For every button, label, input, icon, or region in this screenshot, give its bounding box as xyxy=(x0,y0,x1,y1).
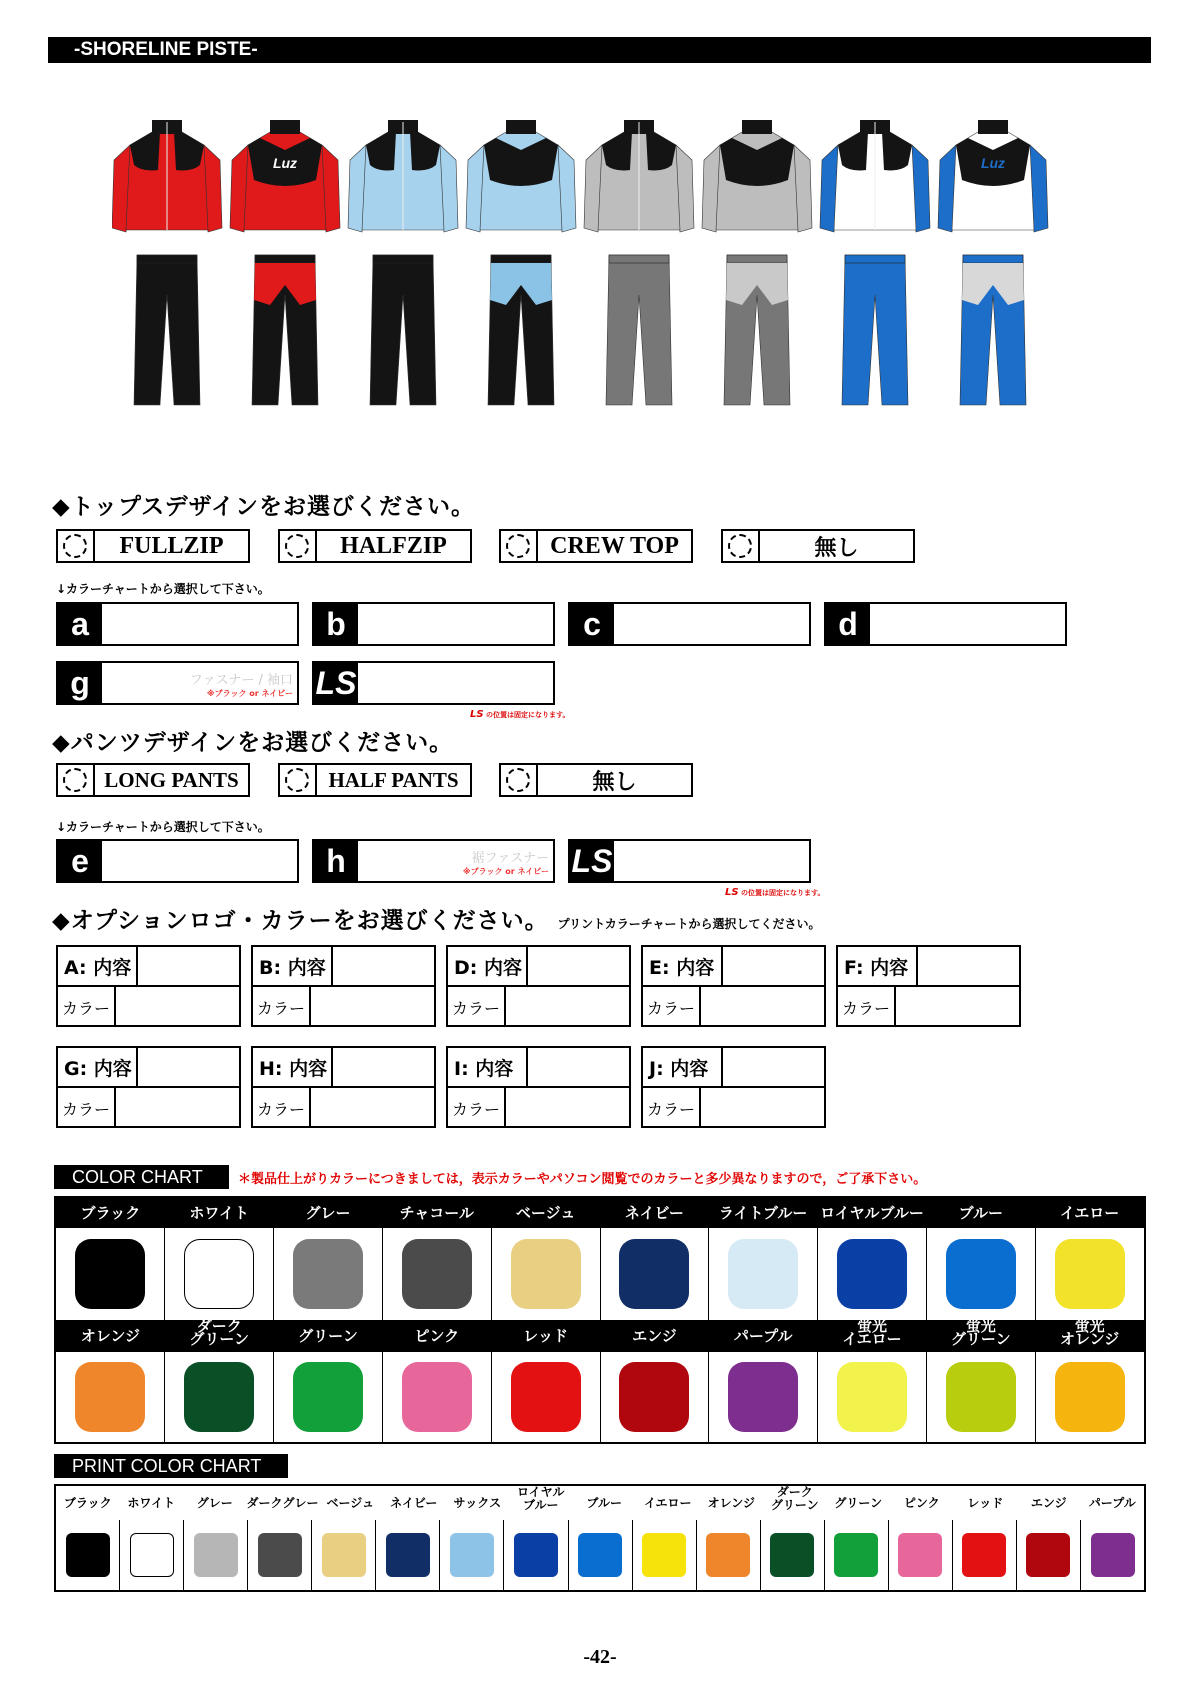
color-row xyxy=(448,987,629,1027)
logo-option-d[interactable] xyxy=(446,945,631,1027)
color-swatch xyxy=(402,1362,472,1432)
color-label: カラー xyxy=(643,987,701,1027)
swatch-cell[interactable] xyxy=(601,1228,710,1320)
color-row xyxy=(58,1088,239,1128)
color-name: パープル xyxy=(1088,1496,1136,1510)
pants-body xyxy=(370,255,436,405)
pants-waistband xyxy=(609,255,669,263)
color-slot-d[interactable] xyxy=(824,602,1067,646)
swatch-cell[interactable] xyxy=(1036,1352,1144,1442)
content-row xyxy=(643,1048,824,1088)
color-row xyxy=(643,1088,824,1128)
back-script-text: Luz xyxy=(744,155,770,171)
content-input[interactable] xyxy=(528,1048,629,1086)
slot-letter: c xyxy=(570,604,614,644)
back-script-text: Luz xyxy=(272,155,298,171)
content-label: I: 内容 xyxy=(448,1048,528,1086)
pants-waistband xyxy=(255,255,315,263)
pants-waistband xyxy=(373,255,433,263)
hem-zipper-placeholder: 裾ファスナー xyxy=(471,851,549,866)
color-name: レッド xyxy=(967,1496,1004,1510)
page-number: -42- xyxy=(583,1646,617,1668)
radio-circle-icon[interactable] xyxy=(506,534,530,558)
color-slot-b[interactable] xyxy=(312,602,555,646)
color-chart-swatch-row-2 xyxy=(56,1352,1144,1442)
color-slot-c[interactable] xyxy=(568,602,811,646)
color-name: 蛍光 グリーン xyxy=(950,1317,1011,1348)
radio-circle-icon[interactable] xyxy=(285,534,309,558)
swatch-cell[interactable] xyxy=(492,1352,601,1442)
swatch-cell[interactable] xyxy=(709,1228,818,1320)
color-swatch xyxy=(578,1533,622,1577)
content-row xyxy=(838,947,1019,987)
content-row xyxy=(253,1048,434,1088)
swatch-cell[interactable] xyxy=(927,1228,1036,1320)
color-swatch xyxy=(1026,1533,1070,1577)
color-name: ベージュ xyxy=(326,1496,375,1510)
swatch-cell[interactable] xyxy=(825,1520,889,1590)
radio-circle-icon[interactable] xyxy=(506,768,530,792)
color-name: イエロー xyxy=(1059,1204,1120,1222)
logo-color-slot-pants[interactable] xyxy=(568,839,811,883)
jacket-collar xyxy=(270,120,300,134)
color-name: ピンク xyxy=(903,1496,940,1510)
slot-letter: e xyxy=(58,841,102,881)
content-input[interactable] xyxy=(138,947,239,985)
color-name: ベージュ xyxy=(515,1204,576,1222)
back-script-text: Luz xyxy=(508,155,534,171)
color-label: カラー xyxy=(448,1088,506,1128)
section-title-bar xyxy=(48,37,1151,63)
content-input[interactable] xyxy=(528,947,629,985)
pants-body xyxy=(842,255,908,405)
swatch-cell[interactable] xyxy=(165,1352,274,1442)
color-swatch xyxy=(946,1362,1016,1432)
content-row xyxy=(253,947,434,987)
content-row xyxy=(643,947,824,987)
color-input[interactable] xyxy=(116,987,239,1027)
tops-logo-fixed-text: の位置は固定になります。 xyxy=(486,711,570,719)
garment-red-back xyxy=(230,120,340,405)
color-row xyxy=(643,987,824,1027)
garment-blue-back xyxy=(938,120,1048,405)
color-swatch xyxy=(322,1533,366,1577)
pants-logo-fixed-note xyxy=(725,887,824,898)
logo-option-b[interactable] xyxy=(251,945,436,1027)
color-label: カラー xyxy=(838,987,896,1027)
swatch-cell[interactable] xyxy=(1081,1520,1144,1590)
pants-waistband xyxy=(137,255,197,263)
color-row xyxy=(838,987,1019,1027)
pants-body xyxy=(606,255,672,405)
color-label: カラー xyxy=(58,987,116,1027)
content-input[interactable] xyxy=(723,947,824,985)
color-chart xyxy=(54,1196,1146,1444)
color-input[interactable] xyxy=(506,987,629,1027)
content-label: H: 内容 xyxy=(253,1048,333,1086)
color-swatch xyxy=(946,1239,1016,1309)
option-long-pants[interactable] xyxy=(56,763,250,797)
section-title: -SHORELINE PISTE- xyxy=(74,39,258,60)
color-swatch xyxy=(706,1533,750,1577)
content-label: B: 内容 xyxy=(253,947,333,985)
color-input[interactable] xyxy=(896,987,1019,1027)
print-chart-label: PRINT COLOR CHART xyxy=(54,1454,288,1478)
garment-illustrations xyxy=(112,120,1112,440)
print-color-chart xyxy=(54,1484,1146,1592)
garment-red-front xyxy=(112,120,222,405)
swatch-cell[interactable] xyxy=(818,1352,927,1442)
color-swatch xyxy=(66,1533,110,1577)
swatch-cell[interactable] xyxy=(761,1520,825,1590)
logo-option-g[interactable] xyxy=(56,1046,241,1128)
color-name: オレンジ xyxy=(707,1496,755,1510)
garment-grey-back xyxy=(702,120,812,405)
swatch-cell[interactable] xyxy=(569,1520,633,1590)
swatch-cell[interactable] xyxy=(440,1520,504,1590)
color-swatch xyxy=(184,1362,254,1432)
color-name: ライトブルー xyxy=(718,1204,808,1222)
swatch-cell[interactable] xyxy=(56,1520,120,1590)
options-heading-text: ◆オプションロゴ・カラーをお選びください。 xyxy=(52,908,549,934)
color-swatch xyxy=(511,1362,581,1432)
garment-sky-front xyxy=(348,120,458,405)
option-none-tops[interactable] xyxy=(721,529,915,563)
color-swatch xyxy=(402,1239,472,1309)
content-row xyxy=(448,1048,629,1088)
color-swatch xyxy=(450,1533,494,1577)
option-label: CREW TOP xyxy=(550,532,679,559)
swatch-cell[interactable] xyxy=(376,1520,440,1590)
color-swatch xyxy=(386,1533,430,1577)
color-chart-note: ＊製品仕上がりカラーにつきましては，表示カラーやパソコン閲覧でのカラーと多少異なりますので，ご了承下さい。 xyxy=(238,1172,927,1187)
tops-heading: ◆トップスデザインをお選びください。 xyxy=(52,494,476,520)
jacket-collar xyxy=(506,120,536,134)
color-swatch xyxy=(898,1533,942,1577)
color-name: レッド xyxy=(523,1327,569,1345)
color-input[interactable] xyxy=(701,987,824,1027)
content-input[interactable] xyxy=(138,1048,239,1086)
option-halfzip[interactable] xyxy=(278,529,472,563)
option-label: HALF PANTS xyxy=(328,767,459,792)
radio-circle-icon[interactable] xyxy=(728,534,752,558)
color-name: ブルー xyxy=(586,1496,623,1510)
logo-color-slot-tops[interactable] xyxy=(312,661,555,705)
logo-option-j[interactable] xyxy=(641,1046,826,1128)
color-swatch xyxy=(184,1239,254,1309)
color-swatch xyxy=(728,1362,798,1432)
option-half-pants[interactable] xyxy=(278,763,472,797)
color-name: ピンク xyxy=(414,1327,460,1345)
back-script-text: Luz xyxy=(980,155,1006,171)
content-input[interactable] xyxy=(333,1048,434,1086)
content-input[interactable] xyxy=(333,947,434,985)
color-name: ダークグレー xyxy=(246,1496,319,1510)
swatch-cell[interactable] xyxy=(165,1228,274,1320)
pants-body xyxy=(134,255,200,405)
color-name: ブルー xyxy=(958,1204,1003,1222)
tops-logo-fixed-note xyxy=(470,709,569,720)
color-swatch xyxy=(962,1533,1006,1577)
color-swatch xyxy=(770,1533,814,1577)
slot-letter: d xyxy=(826,604,870,644)
pants-waistband xyxy=(845,255,905,263)
ls-logo-icon: LS xyxy=(470,709,484,720)
ls-logo-icon: LS xyxy=(314,663,358,703)
color-swatch xyxy=(1055,1239,1125,1309)
content-row xyxy=(58,1048,239,1088)
tops-color-note: ↓カラーチャートから選択して下さい。 xyxy=(56,582,270,596)
color-name: ネイビー xyxy=(624,1204,684,1222)
swatch-cell[interactable] xyxy=(248,1520,312,1590)
content-label: A: 内容 xyxy=(58,947,138,985)
swatch-cell[interactable] xyxy=(504,1520,568,1590)
color-swatch xyxy=(837,1239,907,1309)
color-name: ブラック xyxy=(80,1204,141,1222)
color-input[interactable] xyxy=(701,1088,824,1128)
content-label: J: 内容 xyxy=(643,1048,723,1086)
color-chart-swatch-row-1 xyxy=(56,1228,1144,1320)
pants-waistband xyxy=(963,255,1023,263)
color-input[interactable] xyxy=(116,1088,239,1128)
logo-option-i[interactable] xyxy=(446,1046,631,1128)
color-swatch xyxy=(1091,1533,1135,1577)
color-name: ホワイト xyxy=(189,1204,249,1222)
color-label: カラー xyxy=(58,1088,116,1128)
swatch-cell[interactable] xyxy=(889,1520,953,1590)
swatch-cell[interactable] xyxy=(927,1352,1036,1442)
color-row xyxy=(253,987,434,1027)
black-or-navy-note: ※ブラック or ネイビー xyxy=(206,689,293,698)
option-label: FULLZIP xyxy=(119,532,224,559)
print-chart-swatch-row xyxy=(56,1520,1144,1590)
color-swatch xyxy=(642,1533,686,1577)
color-name: ダーク グリーン xyxy=(189,1317,250,1348)
color-name: ブラック xyxy=(63,1496,112,1510)
jacket-collar xyxy=(978,120,1008,134)
color-name: ロイヤル ブルー xyxy=(517,1485,565,1512)
color-label: カラー xyxy=(448,987,506,1027)
content-label: E: 内容 xyxy=(643,947,723,985)
color-name: グレー xyxy=(305,1204,351,1222)
logo-option-row-2 xyxy=(56,1046,1156,1136)
garment-grey-front xyxy=(584,120,694,405)
pants-waistband xyxy=(491,255,551,263)
color-swatch xyxy=(619,1239,689,1309)
color-label: カラー xyxy=(253,987,311,1027)
color-label: カラー xyxy=(643,1088,701,1128)
pants-logo-fixed-text: の位置は固定になります。 xyxy=(741,889,825,897)
garment-sky-back xyxy=(466,120,576,405)
ls-logo-icon: LS xyxy=(725,887,739,898)
swatch-cell[interactable] xyxy=(274,1228,383,1320)
content-input[interactable] xyxy=(723,1048,824,1086)
swatch-cell[interactable] xyxy=(953,1520,1017,1590)
color-name: パープル xyxy=(733,1327,793,1345)
swatch-cell[interactable] xyxy=(312,1520,376,1590)
swatch-cell[interactable] xyxy=(601,1352,710,1442)
color-row xyxy=(58,987,239,1027)
color-swatch xyxy=(130,1533,174,1577)
content-label: F: 内容 xyxy=(838,947,918,985)
color-name: ホワイト xyxy=(127,1496,176,1510)
color-name: グリーン xyxy=(834,1496,883,1510)
swatch-cell[interactable] xyxy=(697,1520,761,1590)
option-none-pants[interactable] xyxy=(499,763,693,797)
color-name: エンジ xyxy=(632,1327,677,1345)
color-chart-label: COLOR CHART xyxy=(54,1165,229,1189)
color-chart-header-row-2 xyxy=(56,1317,1144,1352)
content-label: D: 内容 xyxy=(448,947,528,985)
option-crew-top[interactable] xyxy=(499,529,693,563)
color-swatch xyxy=(1055,1362,1125,1432)
color-name: ダーク グリーン xyxy=(770,1485,819,1512)
option-label: 無し xyxy=(814,535,859,561)
color-swatch xyxy=(258,1533,302,1577)
swatch-cell[interactable] xyxy=(56,1228,165,1320)
content-row xyxy=(448,947,629,987)
color-label: カラー xyxy=(253,1088,311,1128)
option-label: HALFZIP xyxy=(340,532,447,559)
option-label: LONG PANTS xyxy=(104,767,239,792)
color-slot-e[interactable] xyxy=(56,839,299,883)
logo-option-a[interactable] xyxy=(56,945,241,1027)
color-name: グレー xyxy=(196,1496,233,1510)
color-swatch xyxy=(75,1239,145,1309)
slot-letter: b xyxy=(314,604,358,644)
color-slot-a[interactable] xyxy=(56,602,299,646)
logo-option-row-1 xyxy=(56,945,1156,1035)
radio-circle-icon[interactable] xyxy=(285,768,309,792)
swatch-cell[interactable] xyxy=(184,1520,248,1590)
content-label: G: 内容 xyxy=(58,1048,138,1086)
color-name: グリーン xyxy=(298,1327,358,1345)
radio-circle-icon[interactable] xyxy=(63,534,87,558)
color-chart-header-row-1 xyxy=(56,1198,1144,1228)
swatch-cell[interactable] xyxy=(1036,1228,1144,1320)
swatch-cell[interactable] xyxy=(1017,1520,1081,1590)
color-name: ロイヤルブルー xyxy=(820,1204,924,1222)
content-input[interactable] xyxy=(918,947,1019,985)
color-swatch xyxy=(837,1362,907,1432)
color-name: エンジ xyxy=(1030,1496,1067,1510)
color-swatch xyxy=(834,1533,878,1577)
swatch-cell[interactable] xyxy=(383,1228,492,1320)
swatch-cell[interactable] xyxy=(709,1352,818,1442)
garment-blue-front xyxy=(820,120,930,405)
logo-option-f[interactable] xyxy=(836,945,1021,1027)
zipper-cuff-placeholder: ファスナー / 袖口 xyxy=(189,673,293,688)
swatch-cell[interactable] xyxy=(274,1352,383,1442)
color-row xyxy=(448,1088,629,1128)
color-input[interactable] xyxy=(311,1088,434,1128)
content-row xyxy=(58,947,239,987)
color-name: サックス xyxy=(453,1496,502,1510)
pants-waistband xyxy=(727,255,787,263)
color-name: ネイビー xyxy=(390,1496,438,1510)
swatch-cell[interactable] xyxy=(56,1352,165,1442)
color-input[interactable] xyxy=(311,987,434,1027)
slot-letter: a xyxy=(58,604,102,644)
option-label: 無し xyxy=(592,769,637,795)
options-subheading: プリントカラーチャートから選択してください。 xyxy=(557,917,821,931)
radio-circle-icon[interactable] xyxy=(63,768,87,792)
color-swatch xyxy=(75,1362,145,1432)
color-swatch xyxy=(514,1533,558,1577)
swatch-cell[interactable] xyxy=(492,1228,601,1320)
slot-letter: h xyxy=(314,841,358,881)
color-name: チャコール xyxy=(399,1204,474,1222)
pants-heading: ◆パンツデザインをお選びください。 xyxy=(52,730,454,756)
color-swatch xyxy=(728,1239,798,1309)
option-fullzip[interactable] xyxy=(56,529,250,563)
swatch-cell[interactable] xyxy=(120,1520,184,1590)
color-swatch xyxy=(194,1533,238,1577)
color-row xyxy=(253,1088,434,1128)
color-name: 蛍光 オレンジ xyxy=(1059,1317,1120,1348)
color-name: イエロー xyxy=(644,1496,692,1510)
swatch-cell[interactable] xyxy=(818,1228,927,1320)
black-or-navy-note: ※ブラック or ネイビー xyxy=(462,867,549,876)
color-name: オレンジ xyxy=(80,1327,141,1345)
pants-color-note: ↓カラーチャートから選択して下さい。 xyxy=(56,820,270,834)
options-heading xyxy=(52,902,820,935)
color-slot-h[interactable] xyxy=(312,839,555,883)
color-input[interactable] xyxy=(506,1088,629,1128)
logo-option-e[interactable] xyxy=(641,945,826,1027)
color-swatch xyxy=(293,1239,363,1309)
swatch-cell[interactable] xyxy=(633,1520,697,1590)
color-swatch xyxy=(619,1362,689,1432)
color-slot-g[interactable] xyxy=(56,661,299,705)
slot-letter: g xyxy=(58,663,102,703)
print-chart-header-row xyxy=(56,1486,1144,1520)
jacket-collar xyxy=(742,120,772,134)
swatch-cell[interactable] xyxy=(383,1352,492,1442)
color-name: 蛍光 イエロー xyxy=(842,1317,902,1348)
color-swatch xyxy=(293,1362,363,1432)
logo-option-h[interactable] xyxy=(251,1046,436,1128)
color-swatch xyxy=(511,1239,581,1309)
ls-logo-icon: LS xyxy=(570,841,614,881)
